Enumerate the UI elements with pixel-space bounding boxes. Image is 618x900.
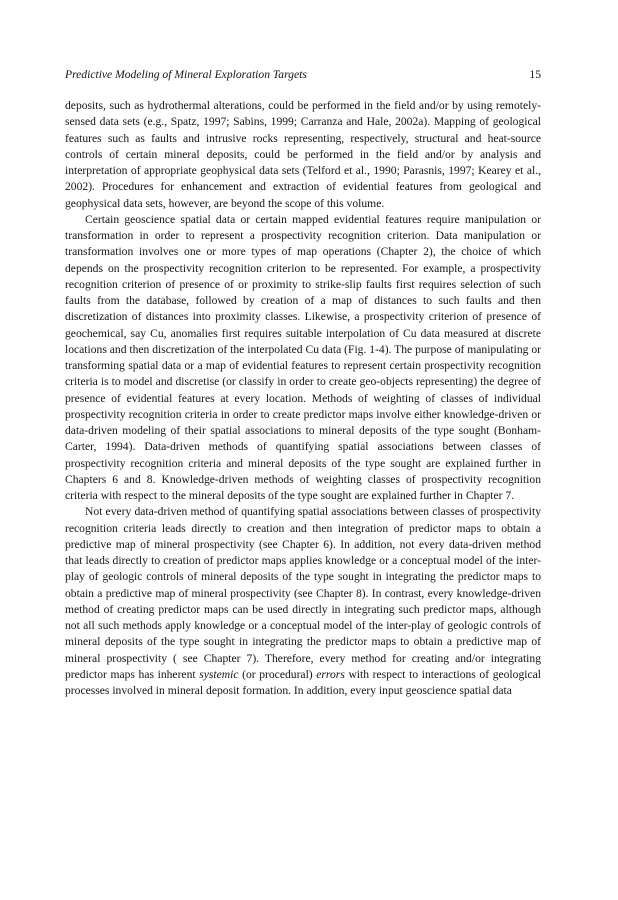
paragraph-2: Certain geoscience spatial data or certain mapped evidential features require manipulation or transformation in order to represent a prospectivity recognition criterion. Data manipulation or transformation involves one or more types of map operations (Chapter 2), the choice of which depends on the prospectivity recognition criterion to be represented. For example, a prospectivity recognition criterion of presence of or proximity to strike-slip faults first requires selection of such faults from the database, followed by creation of a map of distances to such faults and then discretization of distances into proximity classes. Likewise, a prospectivity criterion of presence of geochemical, say Cu, anomalies first requires suitable interpolation of Cu data measured at discrete locations and then discretization of the interpolated Cu data (Fig. 1-4). The purpose of manipulating or transforming spatial data or a map of evidential features to represent certain prospectivity recognition criteria is to model and discretise (or classify in order to create geo-objects representing) the degree of presence of evidential features at every location. Methods of weighting of classes of individual prospectivity recognition criteria in order to create predictor maps involve either knowledge-driven or data-driven modeling of their spatial associations to mineral deposits of the type sought (Bonham-Carter, 1994). Data-driven methods of quantifying spatial associations between classes of prospectivity recognition criteria and mineral deposits of the type sought are explained further in Chapters 6 and 8. Knowledge-driven methods of weighting classes of prospectivity recognition criteria with respect to the mineral deposits of the type sought are explained further in Chapter 7. [65,212,541,502]
page-number: 15 [529,68,541,81]
running-title: Predictive Modeling of Mineral Exploration Targets [65,68,307,81]
body-text [65,98,541,699]
paragraph-1: deposits, such as hydrothermal alterations, could be performed in the field and/or by using remotely-sensed data sets (e.g., Spatz, 1997; Sabins, 1999; Carranza and Hale, 2002a). Mapping of geological features such as faults and intrusive rocks representing, respectively, structural and heat-source controls of certain mineral deposits, could be performed in the field and/or by analysis and interpretation of appropriate geophysical data sets (Telford et al., 1990; Parasnis, 1997; Kearey et al., 2002). Procedures for enhancement and extraction of evidential features from geological and geophysical data sets, however, are beyond the scope of this volume. [65,99,541,210]
running-head [65,66,541,84]
term-errors: errors [316,667,345,681]
page [65,66,541,699]
paragraph-3-text-after: with respect to interactions of geological processes involved in mineral deposit formation. In addition, every input geoscience spatial data [65,667,541,697]
paragraph-3 [65,504,541,699]
paragraph-3-text-middle: (or procedural) [238,667,317,681]
term-systemic: systemic [199,667,239,681]
paragraph-3-text-before: Not every data-driven method of quantifying spatial associations between classes of prospectivity recognition criteria leads directly to creation and then integration of predictor maps to obtain a predictive map of mineral prospectivity (see Chapter 6). In addition, not every data-driven method that leads directly to creation of predictor maps applies knowledge or a conceptual model of the inter-play of geologic controls of mineral deposits of the type sought in integrating the predictor maps to obtain a predictive map of mineral prospectivity (see Chapter 8). In contrast, every knowledge-driven method of creating predictor maps can be used directly in integrating such predictor maps, although not all such methods apply knowledge or a conceptual model of the inter-play of geologic controls of mineral deposits of the type sought in integrating the predictor maps to obtain a predictive map of mineral prospectivity ( see Chapter 7). Therefore, every method for creating and/or integrating predictor maps has inherent [65,505,541,681]
